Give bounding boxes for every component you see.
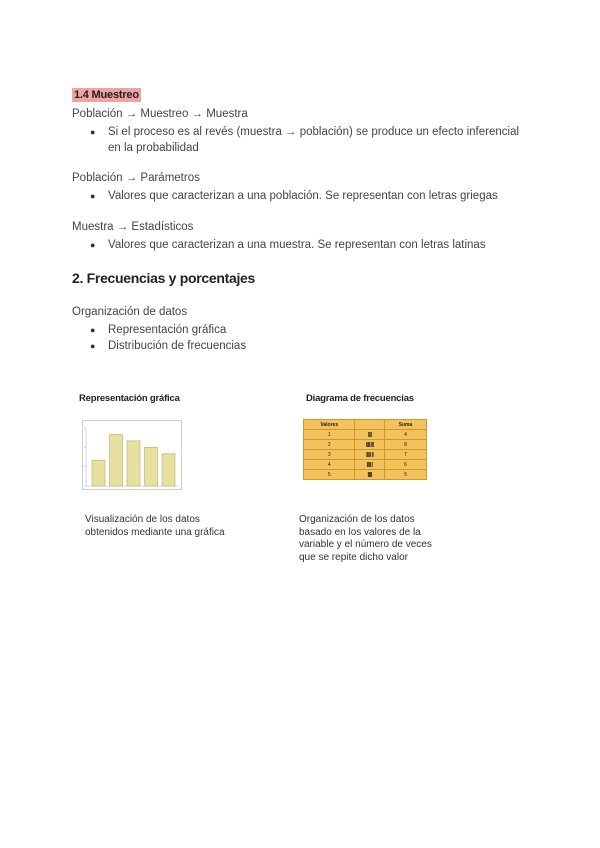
figure-caption-diagrama: Organización de los datos basado en los valores de la variable y el número de veces que se repite dicho valor bbox=[299, 514, 432, 563]
table-cell-suma: 6 bbox=[384, 460, 426, 470]
text-poblacion-parametros: Población → Parámetros bbox=[72, 172, 200, 184]
bullet-text: Representación gráfica bbox=[108, 324, 227, 336]
bar-chart-figure bbox=[82, 420, 182, 490]
bullet-item bbox=[90, 124, 530, 156]
bullet-item bbox=[90, 237, 530, 253]
bullet-icon: ● bbox=[90, 325, 96, 335]
table-row bbox=[304, 430, 427, 440]
table-cell-suma: 7 bbox=[384, 450, 426, 460]
chart-bar bbox=[162, 454, 175, 486]
table-cell-tally: ||||| bbox=[355, 470, 385, 480]
table-header-cell: Suma bbox=[384, 420, 426, 430]
section-title-muestreo: 1.4 Muestreo bbox=[74, 89, 139, 101]
table-cell-valor: 3 bbox=[304, 450, 355, 460]
table-row bbox=[304, 470, 427, 480]
table-header-cell: Valores bbox=[304, 420, 355, 430]
table-cell-tally: |||| bbox=[355, 430, 385, 440]
bullet-icon: ● bbox=[90, 240, 96, 250]
bullet-icon: ● bbox=[90, 191, 96, 201]
table-cell-suma: 5 bbox=[384, 470, 426, 480]
chart-bar bbox=[127, 441, 140, 486]
table-row bbox=[304, 460, 427, 470]
table-cell-valor: 4 bbox=[304, 460, 355, 470]
chart-bar bbox=[110, 434, 123, 486]
bullet-item bbox=[90, 338, 530, 354]
figure-caption-grafica: Visualización de los datos obtenidos mediante una gráfica bbox=[85, 514, 225, 538]
bullet-item bbox=[90, 322, 530, 338]
text-muestra-estadisticos: Muestra → Estadísticos bbox=[72, 221, 194, 233]
section-title-frecuencias: 2. Frecuencias y porcentajes bbox=[72, 270, 256, 286]
bullet-text: Valores que caracterizan a una muestra. Se representan con letras latinas bbox=[108, 239, 486, 251]
bar-chart-svg bbox=[82, 420, 182, 490]
chart-bar bbox=[92, 460, 105, 486]
text-poblacion-muestreo-muestra: Población → Muestreo → Muestra bbox=[72, 108, 248, 120]
figure-label-grafica: Representación gráfica bbox=[79, 393, 180, 404]
table-cell-suma: 8 bbox=[384, 440, 426, 450]
figure-label-diagrama: Diagrama de frecuencias bbox=[306, 393, 414, 404]
bullet-icon: ● bbox=[90, 341, 96, 351]
table-cell-suma: 4 bbox=[384, 430, 426, 440]
frequency-table bbox=[303, 419, 427, 480]
bullet-icon: ● bbox=[90, 127, 96, 137]
table-row bbox=[304, 450, 427, 460]
bullet-item bbox=[90, 188, 530, 204]
table-cell-valor: 5 bbox=[304, 470, 355, 480]
table-cell-tally: ||||| || bbox=[355, 450, 385, 460]
bullet-text: Valores que caracterizan a una población. Se representan con letras griegas bbox=[108, 190, 498, 202]
table-row bbox=[304, 440, 427, 450]
table-cell-valor: 1 bbox=[304, 430, 355, 440]
chart-bar bbox=[145, 447, 158, 486]
bullet-text: Si el proceso es al revés (muestra → población) se produce un efecto inferencial en la probabilidad bbox=[108, 126, 520, 154]
bullet-text: Distribución de frecuencias bbox=[108, 340, 247, 352]
table-header-cell bbox=[355, 420, 385, 430]
table-cell-tally: ||||| | bbox=[355, 460, 385, 470]
table-header-row bbox=[304, 420, 427, 430]
table-cell-tally: ||||| ||| bbox=[355, 440, 385, 450]
text-organizacion-datos: Organización de datos bbox=[72, 306, 188, 318]
table-cell-valor: 2 bbox=[304, 440, 355, 450]
